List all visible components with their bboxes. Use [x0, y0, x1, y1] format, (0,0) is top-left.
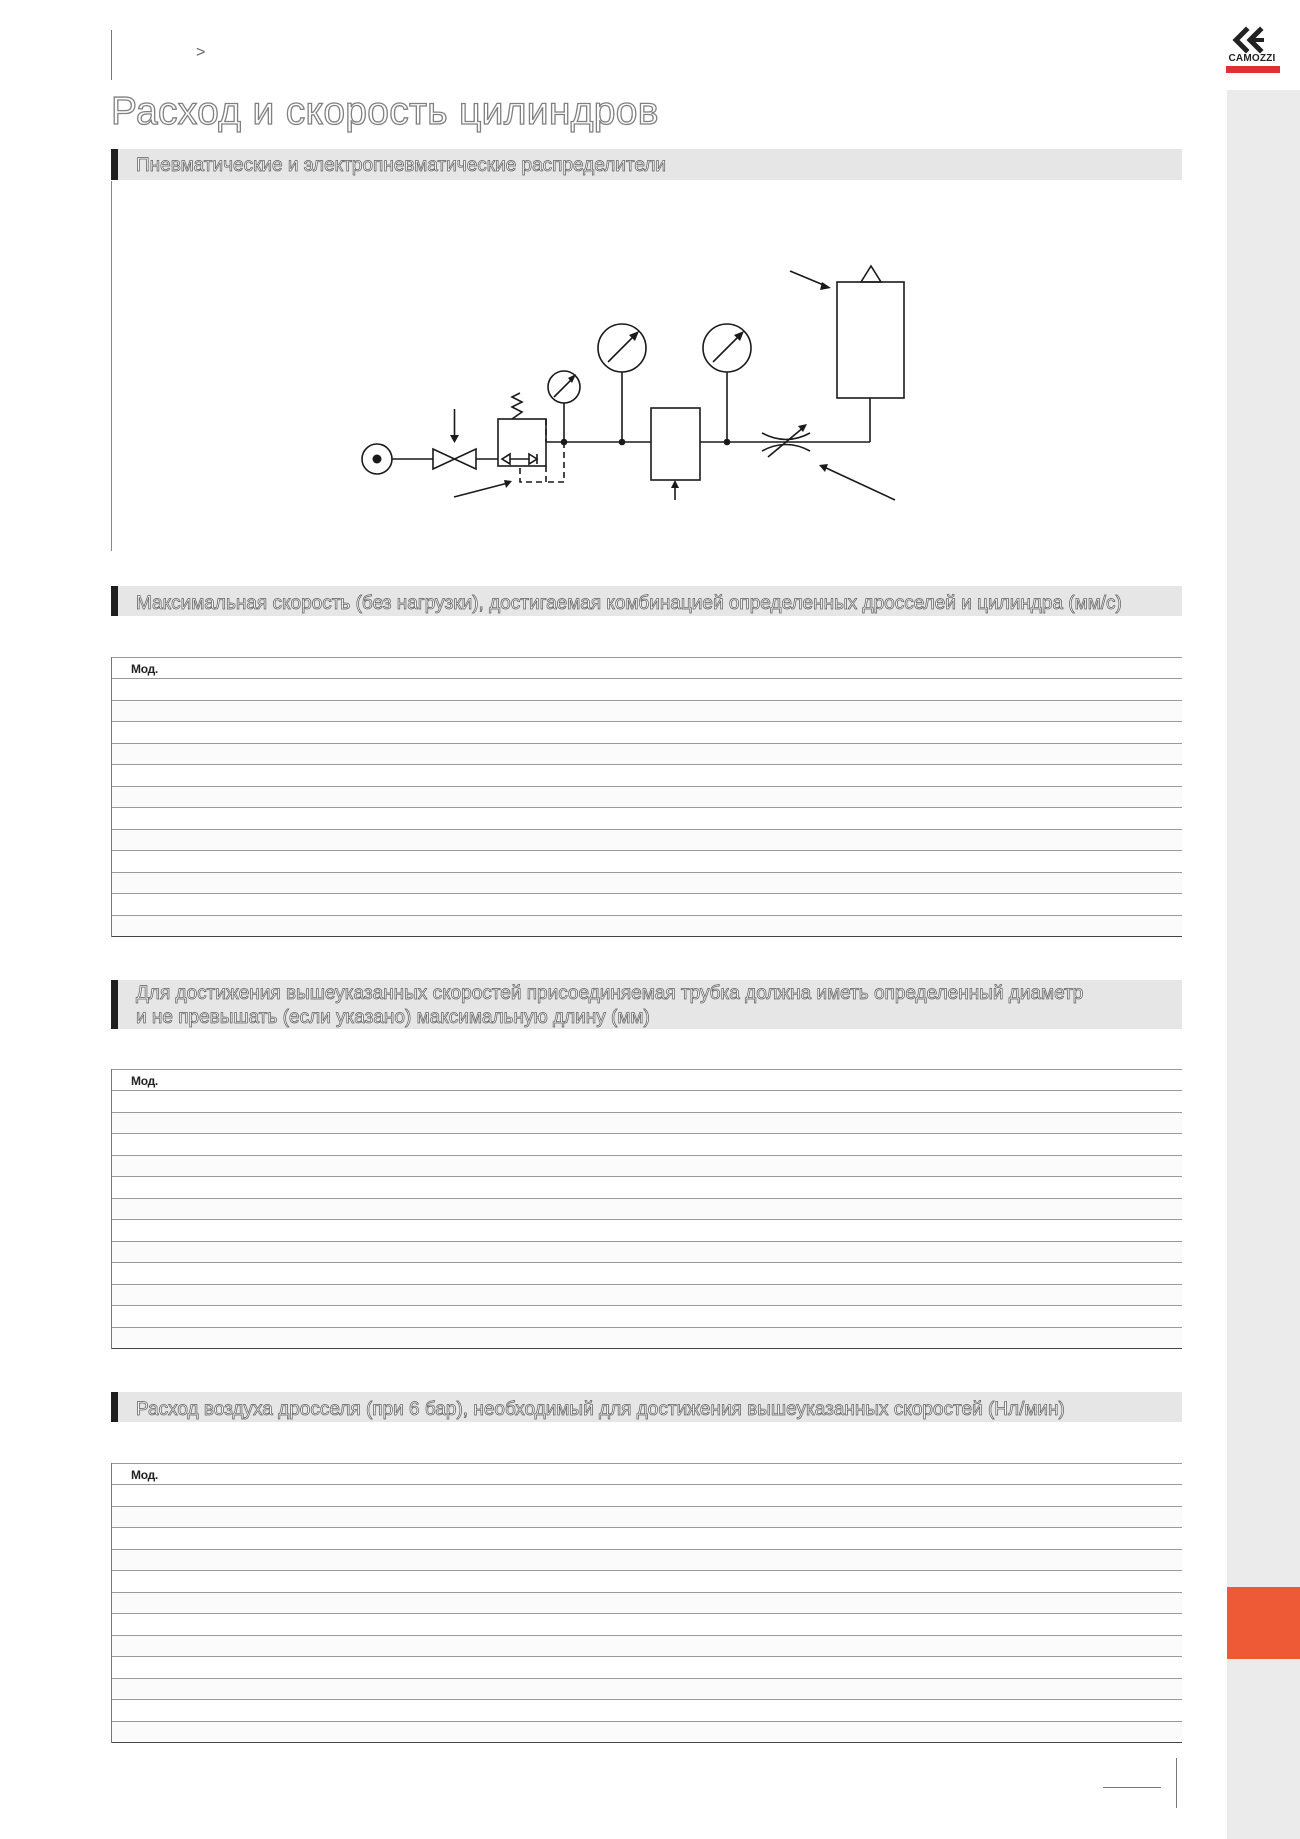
- section-max-speed: [111, 586, 1182, 616]
- max-speed-table: [111, 657, 1182, 937]
- cylinder-symbol: [837, 282, 904, 398]
- table-row: [112, 1220, 1182, 1242]
- table-header-row: Мод.: [112, 1069, 1182, 1091]
- throttle-symbol: [762, 433, 810, 440]
- table-row: [112, 679, 1182, 701]
- table-row: [112, 851, 1182, 873]
- footer-rule: [1176, 1758, 1177, 1808]
- page-title: Расход и скорость цилиндров: [111, 90, 659, 133]
- table-row: [112, 787, 1182, 809]
- section-max-speed-header: Максимальная скорость (без нагрузки), достигаемая комбинацией определенных дросселей и цилиндра (мм/с): [111, 586, 1182, 616]
- section-valves-header: Пневматические и электропневматические распределители: [111, 149, 1182, 180]
- table-row: [112, 1657, 1182, 1679]
- table-row: [112, 701, 1182, 723]
- table-row: [112, 873, 1182, 895]
- tube-diameter-table: [111, 1069, 1182, 1349]
- air-flow-table: [111, 1463, 1182, 1743]
- table-row: [112, 1263, 1182, 1285]
- table-row: [112, 765, 1182, 787]
- table-row: [112, 1177, 1182, 1199]
- camozzi-logo-mark: [1224, 26, 1280, 54]
- table-row: [112, 1199, 1182, 1221]
- table-row: [112, 1679, 1182, 1701]
- table-row: [112, 1156, 1182, 1178]
- table-row: [112, 744, 1182, 766]
- table-row: [112, 808, 1182, 830]
- section-tube-diameter: [111, 980, 1182, 1029]
- section-tab[interactable]: [1227, 1587, 1300, 1659]
- table-row: [112, 1700, 1182, 1722]
- table-row: [112, 1091, 1182, 1113]
- table-row: [112, 1485, 1182, 1507]
- table-row: [112, 916, 1182, 938]
- header-rule: [111, 30, 112, 80]
- table-row: [112, 1550, 1182, 1572]
- pneumatic-diagram: [354, 256, 914, 506]
- right-sidebar: [1227, 90, 1300, 1839]
- section-tube-diameter-title-line2: и не превышать (если указано) максимальную длину (мм): [136, 1007, 650, 1028]
- breadcrumb-separator: >: [196, 44, 206, 61]
- section-air-flow-header: Расход воздуха дросселя (при 6 бар), необходимый для достижения вышеуказанных скоростей (Нл/мин): [111, 1392, 1182, 1422]
- valve-under-test-symbol: [651, 408, 700, 480]
- table-row: [112, 894, 1182, 916]
- section-tube-diameter-title-line1: Для достижения вышеуказанных скоростей присоединяемая трубка должна иметь определенный диаметр: [136, 983, 1084, 1004]
- table-row: [112, 830, 1182, 852]
- table-row: [112, 1636, 1182, 1658]
- table-header-row: Мод.: [112, 657, 1182, 679]
- table-row: [112, 1328, 1182, 1350]
- table-row: [112, 1242, 1182, 1264]
- table-row: [112, 1134, 1182, 1156]
- table-header-row: Мод.: [112, 1463, 1182, 1485]
- table-row: [112, 1507, 1182, 1529]
- camozzi-logo: [1224, 26, 1284, 76]
- logo-bar: [1226, 66, 1280, 73]
- diagram-frame-rule: [111, 181, 112, 551]
- logo-text: CAMOZZI: [1228, 53, 1276, 64]
- table-row: [112, 1593, 1182, 1615]
- table-row: [112, 1306, 1182, 1328]
- table-row: [112, 1571, 1182, 1593]
- table-row: [112, 1113, 1182, 1135]
- table-row: [112, 1614, 1182, 1636]
- footer-page-number-line: [1103, 1787, 1161, 1788]
- table-row: [112, 722, 1182, 744]
- table-row: [112, 1528, 1182, 1550]
- shutoff-valve-symbol: [433, 449, 476, 469]
- section-tube-diameter-header: [111, 980, 1182, 1029]
- table-row: [112, 1285, 1182, 1307]
- table-row: [112, 1722, 1182, 1744]
- section-valves: [111, 149, 1182, 180]
- section-air-flow: [111, 1392, 1182, 1422]
